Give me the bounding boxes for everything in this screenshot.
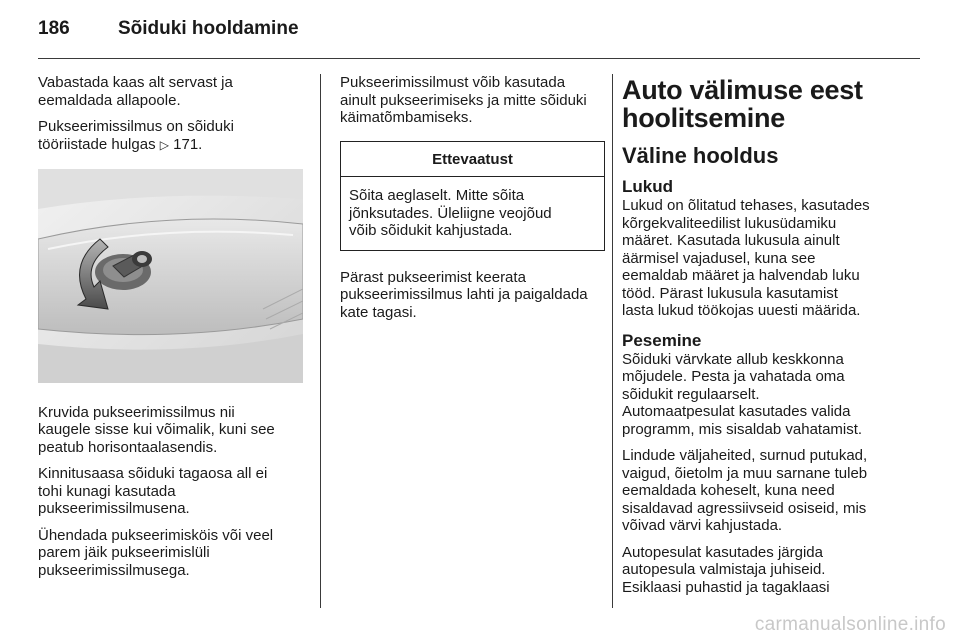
paragraph-washing-3: Autopesulat kasutades järgida autopesula valmistaja juhiseid. Esiklaasi puhastid ja tagaklaasi: [622, 543, 830, 596]
washing-section: [622, 332, 912, 597]
paragraph-locks: Lukud on õlitatud tehases, kasutades kõrgekvaliteedilist lukusüdamiku määret. Kasutada lukusula ainult äärmisel vajadusel, kuna see eemaldab määret ja halvendab luku tööd. Pärast lukusula kasutamist lasta lukud töökojas uuesti määrida.: [622, 197, 870, 319]
page-reference-number: 171.: [173, 135, 203, 153]
tow-eye-location-text: Pukseerimissilmus on sõiduki tööriistade hulgas: [38, 118, 234, 153]
paragraph-attach-rope: Ühendada pukseerimisköis või veel parem jäik pukseerimislüli pukseerimissilmusega.: [38, 526, 274, 579]
column-middle: [340, 74, 605, 330]
paragraph-do-not-use-hook: Kinnitusaasa sõiduki tagaosa all ei tohi kunagi kasutada pukseerimissilmusena.: [38, 465, 268, 517]
watermark: carmanualsonline.info: [754, 614, 946, 635]
subsection-heading-exterior-care: Väline hooldus: [622, 143, 779, 168]
caution-text: Sõita aeglaselt. Mitte sõita jõnksutades. Üleliigne veojõud võib sõidukit kahjustada.: [349, 187, 552, 239]
section-heading-appearance-care: Auto välimuse eest hoolitsemine: [622, 75, 863, 133]
paragraph-washing-2: Lindude väljaheited, surnud putukad, vaigud, õietolm ja muu sarnane tuleb eemaldada koheselt, kuna need sisaldavad agressiivseid osiseid, mis võivad värvi kahjustada.: [622, 447, 868, 534]
caution-box: [340, 141, 605, 251]
paragraph-screw-in: Kruvida pukseerimissilmus nii kaugele sisse kui võimalik, kuni see peatub horisontaalasendis.: [38, 403, 275, 456]
page-header: [38, 18, 299, 48]
column-divider-2: [612, 74, 613, 608]
column-left: [38, 74, 303, 588]
page-reference-icon: ▷: [159, 137, 169, 152]
paragraph-tow-only: Pukseerimissilmust võib kasutada ainult pukseerimiseks ja mitte sõiduki käimatõmbamiseks.: [340, 74, 587, 126]
tow-eye-illustration: [38, 169, 303, 383]
caution-title: Ettevaatust: [341, 142, 604, 178]
paragraph-washing-1: Sõiduki värvkate allub keskkonna mõjudele. Pesta ja vahatada oma sõidukit regulaarselt. Automaatpesulat kasutades valida programm, mis sisaldab vahatamist.: [622, 350, 863, 438]
paragraph-tow-eye-location: [38, 118, 303, 154]
header-divider: [38, 58, 920, 59]
chapter-title: Sõiduki hooldamine: [118, 18, 299, 39]
page-number: 186: [38, 18, 70, 39]
heading-locks: Lukud: [622, 177, 673, 196]
paragraph-after-towing: Pärast pukseerimist keerata pukseerimissilmus lahti ja paigaldada kate tagasi.: [340, 268, 588, 321]
column-divider-1: [320, 74, 321, 608]
heading-washing: Pesemine: [622, 330, 702, 350]
column-right: [622, 74, 912, 608]
paragraph-remove-cover: Vabastada kaas alt servast ja eemaldada allapoole.: [38, 74, 233, 109]
locks-section: [622, 178, 912, 320]
